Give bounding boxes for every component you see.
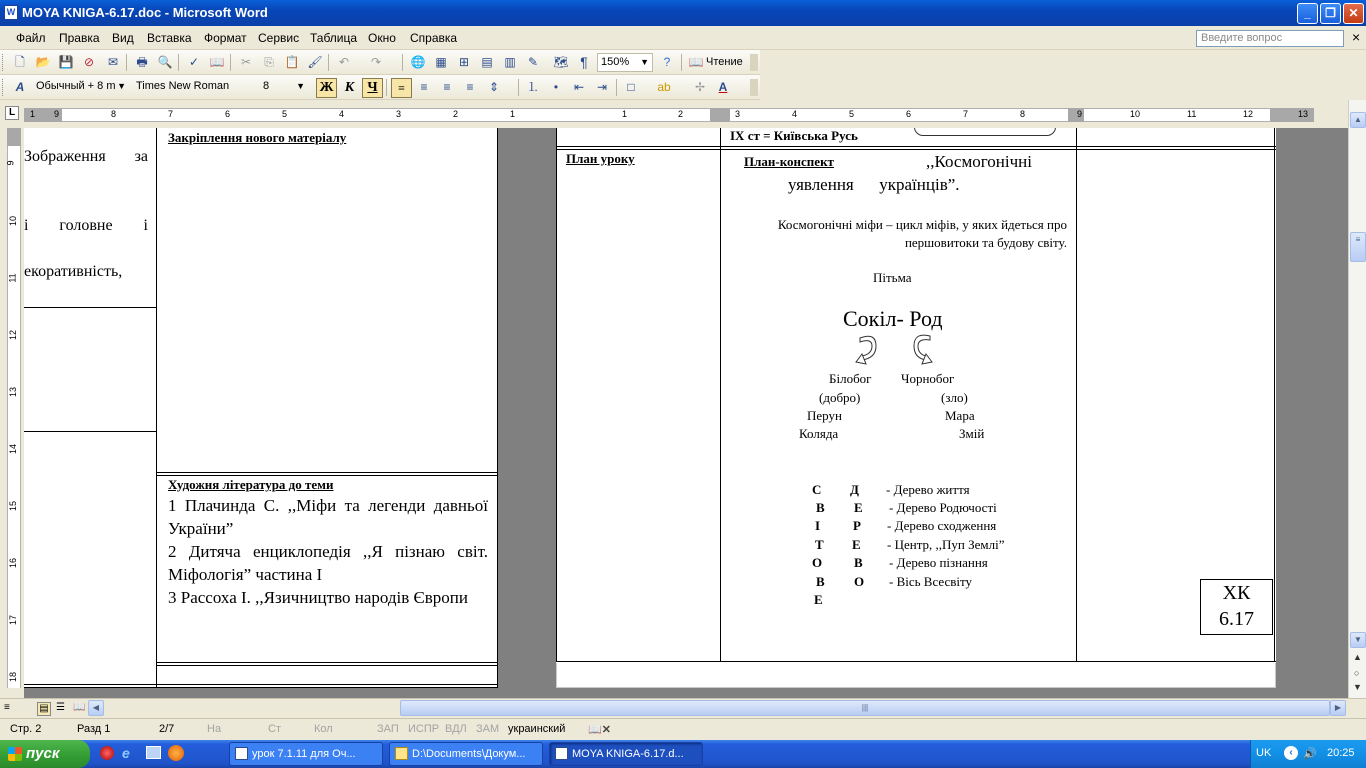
normal-view-icon[interactable]: ≡ bbox=[4, 702, 10, 713]
top-row-text: ІХ ст = Київська Русь bbox=[730, 128, 858, 143]
god-name: (зло) bbox=[941, 390, 968, 405]
word-doc-icon bbox=[555, 747, 568, 760]
font-value: Times New Roman bbox=[136, 80, 230, 92]
tree-letter: О bbox=[854, 574, 865, 589]
increase-indent-icon[interactable]: ⇥ bbox=[596, 80, 608, 94]
section-heading: Закріплення нового матеріалу bbox=[168, 130, 347, 145]
clock[interactable]: 20:25 bbox=[1327, 747, 1355, 759]
ruler-number: 1 bbox=[30, 109, 36, 119]
col1-line: і головне і bbox=[24, 217, 148, 234]
ruler-number: 15 bbox=[8, 500, 19, 512]
opera-icon[interactable] bbox=[100, 746, 114, 760]
bullets-icon[interactable]: • bbox=[553, 80, 559, 94]
menu-table[interactable]: Таблица bbox=[310, 31, 358, 45]
horizontal-scroll-thumb[interactable]: ||| bbox=[400, 700, 1330, 716]
status-col[interactable]: Кол bbox=[314, 723, 333, 735]
tree-text: - Центр, ,,Пуп Землі” bbox=[887, 537, 1005, 552]
font-size-select[interactable] bbox=[260, 78, 308, 97]
ruler-number: 5 bbox=[282, 109, 288, 119]
status-section[interactable]: Разд 1 bbox=[77, 723, 111, 735]
chevron-down-icon: ▼ bbox=[296, 81, 305, 91]
spike-icon[interactable]: ✢ bbox=[694, 80, 706, 94]
tree-letter: В bbox=[816, 500, 825, 515]
print-preview-icon[interactable]: 🔍 bbox=[157, 55, 173, 69]
god-name: Білобог bbox=[829, 371, 872, 386]
hyperlink-icon[interactable]: 🌐 bbox=[410, 55, 426, 69]
scroll-thumb[interactable]: ≡ bbox=[1350, 232, 1366, 262]
menu-view[interactable]: Вид bbox=[112, 31, 134, 45]
right-page[interactable] bbox=[556, 128, 1276, 688]
close-button[interactable]: ✕ bbox=[1343, 3, 1364, 24]
internet-explorer-icon[interactable]: e bbox=[122, 745, 130, 761]
font-size-value: 8 bbox=[263, 80, 270, 92]
god-name: Змій bbox=[959, 426, 985, 441]
menu-bar bbox=[0, 26, 1366, 50]
ruler-number: 1 bbox=[510, 109, 516, 119]
taskbar-item-label: D:\Documents\Докум... bbox=[412, 748, 526, 760]
close-doc-button[interactable]: × bbox=[1352, 29, 1361, 45]
ruler-number: 7 bbox=[168, 109, 174, 119]
status-at[interactable]: На bbox=[207, 723, 222, 735]
status-pages[interactable]: 2/7 bbox=[159, 723, 175, 735]
section-heading: Художня література до теми bbox=[168, 477, 334, 492]
copy-icon[interactable]: ⎘ bbox=[264, 55, 274, 69]
tab-selector[interactable]: L bbox=[5, 106, 19, 120]
definition-text: Космогонічні міфи – цикл міфів, у яких йдеться про першовитоки та будову світу. bbox=[777, 217, 1067, 250]
scroll-down-icon[interactable]: ▼ bbox=[1350, 632, 1366, 648]
redo-icon[interactable]: ↷ bbox=[370, 55, 382, 69]
bold-button[interactable]: Ж bbox=[316, 78, 337, 98]
title-bar[interactable] bbox=[0, 0, 1366, 26]
menu-file[interactable]: Файл bbox=[16, 31, 46, 45]
ruler-number: 3 bbox=[735, 109, 741, 119]
highlight-icon[interactable]: ab bbox=[657, 80, 671, 94]
plan-heading: План уроку bbox=[566, 151, 635, 166]
start-label: пуск bbox=[26, 745, 60, 762]
paste-icon[interactable]: 📋 bbox=[284, 55, 300, 69]
tree-letter: Д bbox=[850, 482, 859, 497]
god-name: Чорнобог bbox=[901, 371, 955, 386]
page-stamp bbox=[1200, 579, 1273, 635]
reading-view-icon[interactable]: 📖 bbox=[73, 702, 86, 713]
ruler-number: 7 bbox=[963, 109, 969, 119]
start-button[interactable] bbox=[0, 740, 90, 768]
col1-line: екоративність, bbox=[24, 263, 123, 280]
insert-table-icon[interactable]: ⊞ bbox=[458, 55, 470, 69]
ruler-number: 9 bbox=[1077, 109, 1083, 119]
tree-letter: Е bbox=[814, 592, 823, 607]
status-line[interactable]: Ст bbox=[268, 723, 281, 735]
minimize-button[interactable]: _ bbox=[1297, 3, 1318, 24]
darkness-label: Пітьма bbox=[873, 270, 912, 285]
ruler-number: 2 bbox=[678, 109, 684, 119]
plan-title: уявлення українців”. bbox=[788, 175, 960, 194]
research-icon[interactable]: 📖 bbox=[209, 55, 225, 69]
columns-icon[interactable]: ▥ bbox=[504, 55, 516, 69]
align-center-icon[interactable]: ≡ bbox=[420, 80, 428, 94]
print-icon[interactable]: 🖶 bbox=[136, 55, 148, 69]
align-left-icon[interactable]: ≡ bbox=[391, 78, 412, 98]
ruler-number: 10 bbox=[8, 215, 19, 227]
ruler-number: 10 bbox=[1130, 109, 1141, 119]
plan-title: ,,Космогонічні bbox=[926, 152, 1032, 171]
ruler-number: 2 bbox=[453, 109, 459, 119]
menu-help[interactable]: Справка bbox=[410, 31, 458, 45]
drawing-icon[interactable]: ✎ bbox=[527, 55, 539, 69]
style-value: Обычный + 8 m bbox=[36, 80, 116, 92]
col1-line: Зображення за bbox=[24, 148, 148, 165]
cut-icon[interactable]: ✂ bbox=[240, 55, 252, 69]
tree-text: - Дерево сходження bbox=[887, 518, 997, 533]
ruler-number: 6 bbox=[225, 109, 231, 119]
scroll-left-icon[interactable]: ◀ bbox=[88, 700, 104, 716]
taskbar-item-label: MOYA KNIGA-6.17.d... bbox=[572, 748, 684, 760]
styles-pane-icon[interactable]: A bbox=[15, 80, 25, 94]
print-layout-icon[interactable]: ▤ bbox=[37, 702, 51, 716]
language-indicator[interactable]: UK bbox=[1256, 747, 1272, 759]
maximize-button[interactable]: ❐ bbox=[1320, 3, 1341, 24]
spelling-icon[interactable]: ✓ bbox=[188, 55, 200, 69]
menu-window[interactable]: Окно bbox=[368, 31, 396, 45]
underline-button[interactable]: Ч bbox=[362, 78, 383, 98]
insert-excel-icon[interactable]: ▤ bbox=[481, 55, 493, 69]
ruler-number: 14 bbox=[8, 443, 19, 455]
zoom-select[interactable] bbox=[597, 53, 653, 72]
undo-icon[interactable]: ↶ bbox=[338, 55, 350, 69]
ruler-number: 6 bbox=[906, 109, 912, 119]
zoom-value: 150% bbox=[601, 56, 630, 68]
ruler-number: 1 bbox=[622, 109, 628, 119]
tree-text: - Вісь Всесвіту bbox=[889, 574, 973, 589]
god-name: Коляда bbox=[799, 426, 839, 441]
ruler-number: 13 bbox=[8, 386, 19, 398]
numbering-icon[interactable]: ⒈ bbox=[526, 80, 539, 94]
document-area[interactable] bbox=[24, 128, 1348, 698]
tree-text: - Дерево пізнання bbox=[889, 555, 988, 570]
tree-text: - Дерево життя bbox=[886, 482, 970, 497]
curved-arrows-icon bbox=[852, 330, 942, 370]
browse-object-icon[interactable]: ○ bbox=[1354, 668, 1360, 678]
ruler-number: 12 bbox=[1243, 109, 1254, 119]
justify-icon[interactable]: ≡ bbox=[466, 80, 474, 94]
help-icon[interactable]: ? bbox=[663, 55, 671, 69]
vertical-ruler[interactable] bbox=[0, 128, 24, 698]
ruler-number: 18 bbox=[8, 671, 19, 683]
style-select[interactable] bbox=[33, 78, 129, 97]
taskbar-item-active[interactable] bbox=[549, 742, 703, 766]
tree-letter: Е bbox=[854, 500, 863, 515]
read-mode-label[interactable]: Чтение bbox=[706, 56, 743, 68]
previous-page-icon[interactable]: ▲ bbox=[1353, 652, 1362, 662]
left-page[interactable] bbox=[24, 128, 498, 688]
font-select[interactable] bbox=[133, 78, 245, 97]
book-entry: 2 Дитяча енциклопедія ,,Я пізнаю світ. Міфологія” частина І bbox=[168, 542, 488, 584]
ruler-number: 8 bbox=[111, 109, 117, 119]
menu-edit[interactable]: Правка bbox=[59, 31, 100, 45]
status-page[interactable]: Стр. 2 bbox=[10, 723, 42, 735]
god-name: (добро) bbox=[819, 390, 861, 405]
tree-letter: Е bbox=[852, 537, 861, 552]
document-map-icon[interactable]: 🗺 bbox=[553, 55, 569, 69]
status-rec[interactable]: ЗАП bbox=[377, 723, 399, 735]
open-folder-icon[interactable]: 📂 bbox=[35, 55, 51, 69]
stamp-line: ХК bbox=[1222, 582, 1251, 604]
tree-letter: С bbox=[812, 482, 822, 497]
decrease-indent-icon[interactable]: ⇤ bbox=[573, 80, 585, 94]
window-title: MOYA KNIGA-6.17.doc - Microsoft Word bbox=[22, 5, 268, 20]
align-right-icon[interactable]: ≡ bbox=[443, 80, 451, 94]
ruler-number: 9 bbox=[5, 160, 16, 166]
vertical-scrollbar[interactable] bbox=[1348, 100, 1366, 698]
line-spacing-icon[interactable]: ⇕ bbox=[488, 80, 500, 94]
menu-format[interactable]: Формат bbox=[204, 31, 247, 45]
plan-label: План-конспект bbox=[744, 154, 834, 169]
ruler-number: 11 bbox=[7, 273, 18, 283]
ruler-number: 13 bbox=[1298, 109, 1309, 119]
god-name: Перун bbox=[807, 408, 842, 423]
word-doc-icon bbox=[235, 747, 248, 760]
horizontal-scrollbar[interactable] bbox=[0, 698, 1366, 718]
status-trk[interactable]: ИСПР bbox=[408, 723, 440, 735]
taskbar-item[interactable] bbox=[229, 742, 383, 766]
toolbar-grip[interactable] bbox=[2, 79, 5, 96]
chevron-down-icon: ▼ bbox=[640, 57, 649, 67]
sokil-rod-label: Сокіл- Род bbox=[843, 306, 943, 331]
italic-button[interactable]: К bbox=[344, 80, 355, 95]
ruler-number: 11 bbox=[1187, 109, 1197, 119]
menu-insert[interactable]: Вставка bbox=[147, 31, 192, 45]
tree-letter: І bbox=[815, 518, 821, 533]
taskbar bbox=[0, 740, 1366, 768]
chevron-down-icon: ▼ bbox=[117, 81, 126, 91]
taskbar-item[interactable] bbox=[389, 742, 543, 766]
volume-icon[interactable]: 🔊 bbox=[1303, 748, 1317, 760]
firefox-icon[interactable] bbox=[168, 745, 184, 761]
new-document-icon[interactable]: 🗋 bbox=[15, 55, 25, 69]
standard-toolbar bbox=[0, 50, 760, 75]
ruler-number: 8 bbox=[1020, 109, 1026, 119]
format-painter-icon[interactable]: 🖌 bbox=[307, 55, 323, 69]
font-color-icon[interactable]: A bbox=[718, 80, 728, 94]
next-page-icon[interactable]: ▼ bbox=[1353, 682, 1362, 692]
tree-letter: Т bbox=[815, 537, 824, 552]
ask-question-input[interactable]: Введите вопрос bbox=[1196, 30, 1344, 47]
tables-borders-icon[interactable]: ▦ bbox=[435, 55, 447, 69]
ruler-number: 17 bbox=[8, 614, 19, 626]
read-mode-icon[interactable]: 📖 bbox=[688, 55, 704, 69]
ruler-number: 4 bbox=[339, 109, 345, 119]
permission-icon[interactable]: ⊘ bbox=[83, 55, 95, 69]
status-ext[interactable]: ВДЛ bbox=[445, 723, 467, 735]
book-entry: 3 Рассоха І. ,,Язичництво народів Європи bbox=[168, 588, 468, 607]
god-name: Мара bbox=[945, 408, 975, 423]
system-tray bbox=[1250, 740, 1366, 768]
save-icon[interactable]: 💾 bbox=[58, 55, 74, 69]
status-ovr[interactable]: ЗАМ bbox=[476, 723, 500, 735]
toolbar-options-icon[interactable] bbox=[750, 54, 758, 71]
ruler-number: 9 bbox=[54, 109, 60, 119]
taskbar-item-label: урок 7.1.11 для Оч... bbox=[252, 748, 356, 760]
scroll-right-icon[interactable]: ▶ bbox=[1330, 700, 1346, 716]
toolbar-options-icon[interactable] bbox=[750, 79, 758, 96]
status-language[interactable]: украинский bbox=[508, 723, 566, 735]
tree-letter: Р bbox=[853, 518, 861, 533]
scroll-up-icon[interactable]: ▲ bbox=[1350, 112, 1366, 128]
tree-text: - Дерево Родючості bbox=[889, 500, 997, 515]
tree-letter: В bbox=[854, 555, 863, 570]
tree-letter: В bbox=[816, 574, 825, 589]
book-entry: 1 Плачинда С. ,,Міфи та легенди давньої України” bbox=[168, 496, 488, 538]
show-formatting-icon[interactable]: ¶ bbox=[580, 54, 588, 70]
stamp-line: 6.17 bbox=[1219, 608, 1254, 630]
oval-shape bbox=[914, 128, 1056, 136]
outline-view-icon[interactable]: ☰ bbox=[56, 702, 65, 713]
border-icon[interactable]: □ bbox=[627, 80, 635, 94]
ruler-number: 16 bbox=[8, 557, 19, 569]
tree-letter: О bbox=[812, 555, 823, 570]
windows-logo-icon bbox=[8, 747, 22, 761]
formatting-toolbar bbox=[0, 75, 760, 100]
menu-tools[interactable]: Сервис bbox=[258, 31, 300, 45]
horizontal-ruler[interactable] bbox=[0, 100, 1366, 128]
ruler-number: 12 bbox=[8, 329, 19, 341]
toolbar-grip[interactable] bbox=[2, 54, 5, 71]
word-doc-icon[interactable]: W bbox=[4, 5, 18, 20]
tray-back-icon[interactable]: ‹ bbox=[1284, 746, 1298, 760]
show-desktop-icon[interactable] bbox=[146, 746, 161, 759]
ruler-number: 5 bbox=[849, 109, 855, 119]
email-icon[interactable]: ✉ bbox=[107, 55, 119, 69]
status-bar bbox=[0, 718, 1366, 740]
spelling-status-icon[interactable]: 📖✕ bbox=[588, 724, 611, 736]
folder-icon bbox=[395, 747, 408, 760]
ruler-number: 3 bbox=[396, 109, 402, 119]
ruler-number: 4 bbox=[792, 109, 798, 119]
